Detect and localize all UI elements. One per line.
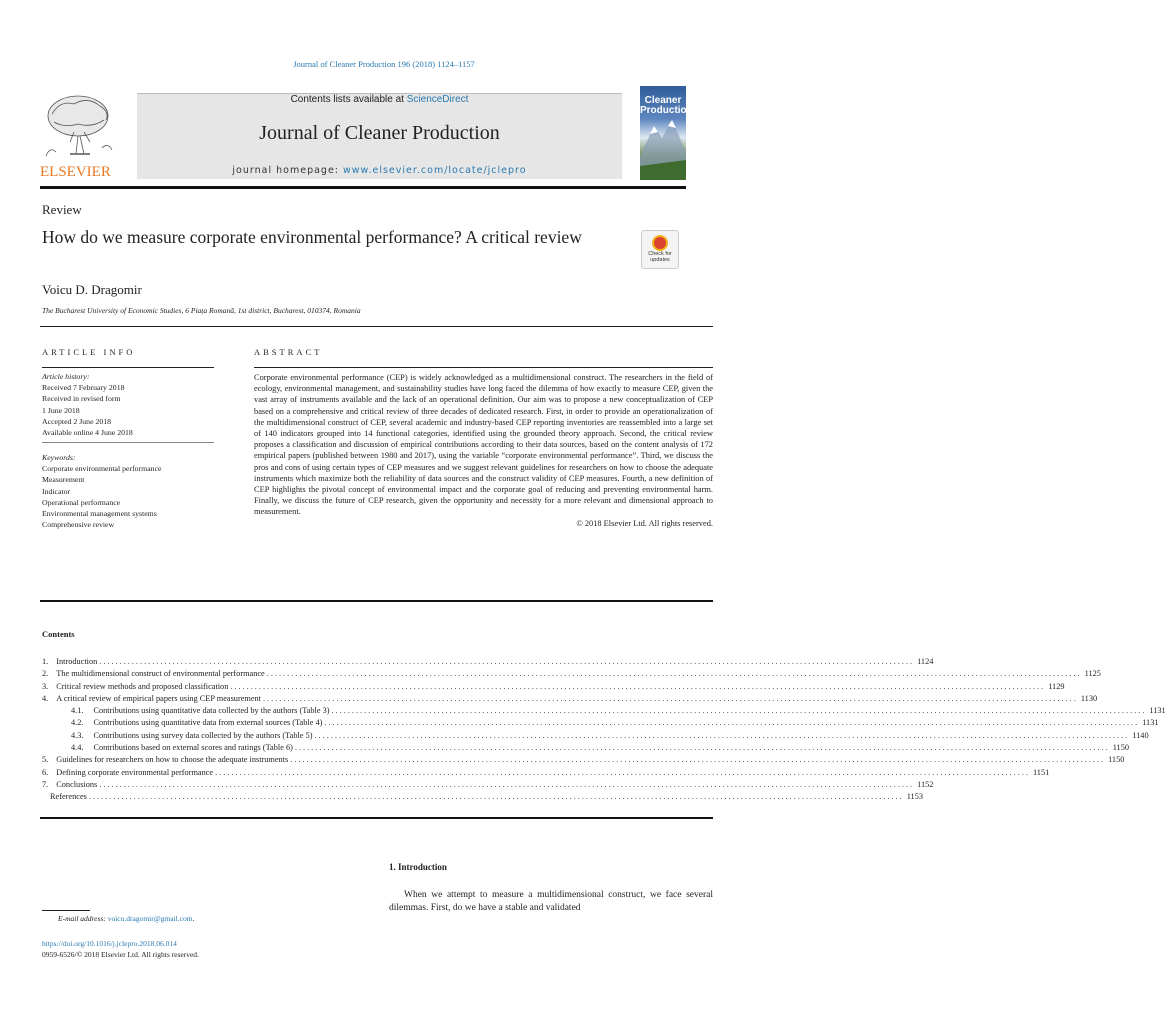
- table-of-contents: [42, 656, 1166, 804]
- toc-item-critical-review[interactable]: [42, 693, 1098, 705]
- toc-title: Contributions using quantitative data collected by the authors (Table 3): [93, 706, 330, 716]
- header-divider: [40, 186, 686, 189]
- toc-leader: ........................................................................................................................................................................................................: [230, 681, 1046, 691]
- toc-leader: ........................................................................................................................................................................................................: [331, 706, 1147, 716]
- toc-page: 1151: [1032, 767, 1050, 777]
- keyword: Comprehensive review: [42, 520, 115, 530]
- keyword: Corporate environmental performance: [42, 464, 162, 474]
- toc-number: 6.: [42, 767, 49, 777]
- toc-leader: ........................................................................................................................................................................................................: [215, 767, 1030, 777]
- mountain-icon: [640, 86, 686, 180]
- history-line: Accepted 2 June 2018: [42, 416, 112, 426]
- abstract-body: [254, 372, 713, 529]
- toc-number: [42, 791, 50, 803]
- author-name[interactable]: Voicu D. Dragomir: [42, 282, 142, 297]
- elsevier-tree-icon: [40, 92, 122, 180]
- elsevier-logo[interactable]: [40, 92, 122, 180]
- toc-leader: ........................................................................................................................................................................................................: [99, 657, 915, 666]
- abstract-end-divider: [40, 600, 713, 602]
- contents-prefix: Contents lists available at: [290, 94, 407, 105]
- contents-heading: Contents: [42, 629, 75, 639]
- abstract-divider: [254, 367, 713, 368]
- toc-item-conclusions[interactable]: [42, 779, 934, 791]
- keyword: Environmental management systems: [42, 509, 157, 519]
- keywords-divider: [42, 442, 214, 443]
- toc-title: Defining corporate environmental performance: [56, 767, 214, 777]
- toc-item-4-1[interactable]: [42, 705, 1166, 717]
- toc-page: 1153: [906, 792, 923, 802]
- author-email-link[interactable]: voicu.dragomir@gmail.com: [107, 914, 193, 923]
- check-label-line-1: Check for: [648, 251, 672, 257]
- journal-title: Journal of Cleaner Production: [259, 122, 500, 144]
- toc-item-4-2[interactable]: [42, 717, 1159, 729]
- abstract-text: Corporate environmental performance (CEP) is widely acknowledged as a multidimensional construct. The researchers in the field of ecology, environmental management, and sustainability studies have long faced the dilemma of how exactly to measure CEP, given the vast array of instruments available and the lack of an operational definition. Our aim was to propose a new conceptualization of CEP based on a comprehensive and critical review of three decades of dedicated research. First, in order to provide an operationalization of the multidimensional construct of CEP, several academic and industry-based CEP reporting inventories are reassembled into a large set of 140 indicators grouped into 14 functional categories, identified using the grounded theory approach. Second, the critical review proposes a classification and discussion of empirical contributions according to their data sources, based on the content analysis of 172 empirical papers (published between 1980 and 2017), using the variable “corporate environmental performance”. Third, we discuss the pros and cons of using certain types of CEP measures and we suggest relevant guidelines for researchers on how to choose the adequate instruments which maximize both the reliability of data sources and the construct validity of CEP measures. Fourth, a new definition of CEP highlights the pivotal concept of environmental impact and the corporate goal of reducing and preventing environmental harm. Finally, we discuss the future of CEP research, given the opportunity and necessity for a more relevant and dimensional approach to measurement.: [254, 373, 713, 517]
- journal-homepage-link[interactable]: www.elsevier.com/locate/jclepro: [343, 165, 527, 176]
- toc-item-methods[interactable]: [42, 681, 1065, 693]
- toc-leader: ........................................................................................................................................................................................................: [290, 755, 1106, 765]
- history-line: Available online 4 June 2018: [42, 428, 133, 438]
- journal-homepage-line: [137, 165, 622, 176]
- check-for-updates-icon: [652, 235, 668, 251]
- cover-title-line-2: Production: [640, 105, 693, 116]
- affiliation-divider: [40, 326, 713, 327]
- keyword: Indicator: [42, 486, 71, 496]
- check-label-line-2: updates: [650, 257, 670, 263]
- toc-page: 1150: [1112, 743, 1130, 753]
- toc-page: 1131: [1142, 718, 1159, 728]
- history-label: Article history:: [42, 372, 90, 381]
- abstract-copyright: © 2018 Elsevier Ltd. All rights reserved.: [576, 518, 713, 528]
- toc-number: 7.: [42, 779, 49, 789]
- article-title: How do we measure corporate environmental performance? A critical review: [42, 227, 582, 247]
- toc-title: Contributions using quantitative data from external sources (Table 4): [93, 718, 323, 728]
- toc-leader: ........................................................................................................................................................................................................: [294, 743, 1110, 753]
- toc-item-references[interactable]: [42, 791, 923, 803]
- toc-page: 1140: [1132, 730, 1149, 740]
- toc-subsection-number: 4.1.: [71, 706, 84, 716]
- toc-page: 1131: [1149, 706, 1166, 716]
- toc-subsection-number: 4.4.: [71, 743, 84, 753]
- journal-reference[interactable]: Journal of Cleaner Production 196 (2018) 1124–1157: [293, 59, 475, 69]
- toc-title: Contributions using survey data collected by the authors (Table 5): [93, 730, 313, 740]
- contents-end-divider: [40, 817, 713, 819]
- author-email-line: [58, 914, 194, 923]
- article-type: Review: [42, 202, 82, 217]
- footnote-divider: [42, 910, 90, 911]
- toc-number: 4.: [42, 693, 49, 703]
- toc-title: Contributions based on external scores and ratings (Table 6): [93, 743, 293, 753]
- toc-title: The multidimensional construct of environmental performance: [56, 669, 265, 679]
- toc-leader: ........................................................................................................................................................................................................: [99, 779, 915, 789]
- toc-page: 1150: [1108, 755, 1125, 765]
- keywords-label: Keywords:: [42, 453, 76, 462]
- author-affiliation: The Bucharest University of Economic Studies, 6 Piața Romană, 1st district, Bucharest, 010374, Romania: [42, 306, 361, 315]
- toc-page: 1129: [1048, 681, 1065, 691]
- keyword: Operational performance: [42, 497, 121, 507]
- keyword: Measurement: [42, 475, 85, 485]
- check-for-updates-button[interactable]: [641, 230, 679, 269]
- toc-page: 1152: [917, 779, 934, 789]
- toc-number: 5.: [42, 755, 49, 765]
- toc-title: A critical review of empirical papers using CEP measurement: [56, 693, 261, 703]
- history-line: Received in revised form: [42, 394, 121, 404]
- article-info-divider: [42, 367, 214, 368]
- toc-item-4-3[interactable]: [42, 730, 1149, 742]
- toc-leader: ........................................................................................................................................................................................................: [314, 730, 1130, 740]
- email-label: E-mail address:: [58, 914, 108, 923]
- abstract-heading: ABSTRACT: [254, 347, 323, 357]
- toc-subsection-number: 4.2.: [71, 718, 84, 728]
- issn-copyright: 0959-6526/© 2018 Elsevier Ltd. All rights reserved.: [42, 950, 199, 959]
- toc-number: 2.: [42, 669, 49, 679]
- toc-page: 1130: [1080, 693, 1098, 703]
- sciencedirect-link[interactable]: ScienceDirect: [406, 94, 469, 105]
- introduction-text: When we attempt to measure a multidimensional construct, we face several dilemmas. First, do we have a stable and validated: [389, 890, 713, 913]
- history-line: Received 7 February 2018: [42, 383, 125, 393]
- toc-title: Introduction: [56, 657, 98, 666]
- introduction-heading: 1. Introduction: [389, 862, 447, 872]
- toc-number: 3.: [42, 681, 49, 691]
- doi-link[interactable]: https://doi.org/10.1016/j.jclepro.2018.06.014: [42, 939, 177, 948]
- homepage-prefix: journal homepage:: [232, 165, 344, 176]
- journal-cover-image[interactable]: [640, 86, 693, 180]
- toc-leader: ........................................................................................................................................................................................................: [266, 669, 1082, 679]
- check-for-updates-label: [642, 251, 678, 263]
- history-line: 1 June 2018: [42, 405, 80, 415]
- cover-title-line-1: Cleaner: [644, 95, 682, 106]
- contents-available-line: [137, 94, 622, 105]
- toc-leader: ........................................................................................................................................................................................................: [88, 792, 904, 802]
- toc-page: 1124: [917, 657, 934, 666]
- toc-title: Guidelines for researchers on how to choose the adequate instruments: [56, 755, 289, 765]
- article-history: [42, 371, 214, 438]
- toc-number: 1.: [42, 657, 49, 666]
- toc-subsection-number: 4.3.: [71, 730, 84, 740]
- toc-title: Critical review methods and proposed classification: [56, 681, 229, 691]
- toc-leader: ........................................................................................................................................................................................................: [262, 693, 1078, 703]
- keywords-list: [42, 452, 232, 530]
- toc-title: References: [50, 792, 87, 802]
- toc-item-guidelines[interactable]: [42, 754, 1125, 766]
- toc-item-introduction[interactable]: [42, 656, 934, 668]
- toc-item-multidimensional-construct[interactable]: [42, 668, 1101, 680]
- email-suffix: .: [192, 914, 195, 923]
- toc-item-defining-cep[interactable]: [42, 767, 1050, 779]
- toc-page: 1125: [1084, 669, 1101, 679]
- publisher-name: ELSEVIER: [40, 164, 111, 180]
- article-info-heading: ARTICLE INFO: [42, 347, 136, 357]
- toc-title: Conclusions: [56, 779, 98, 789]
- toc-leader: ........................................................................................................................................................................................................: [324, 718, 1140, 728]
- toc-item-4-4[interactable]: [42, 742, 1130, 754]
